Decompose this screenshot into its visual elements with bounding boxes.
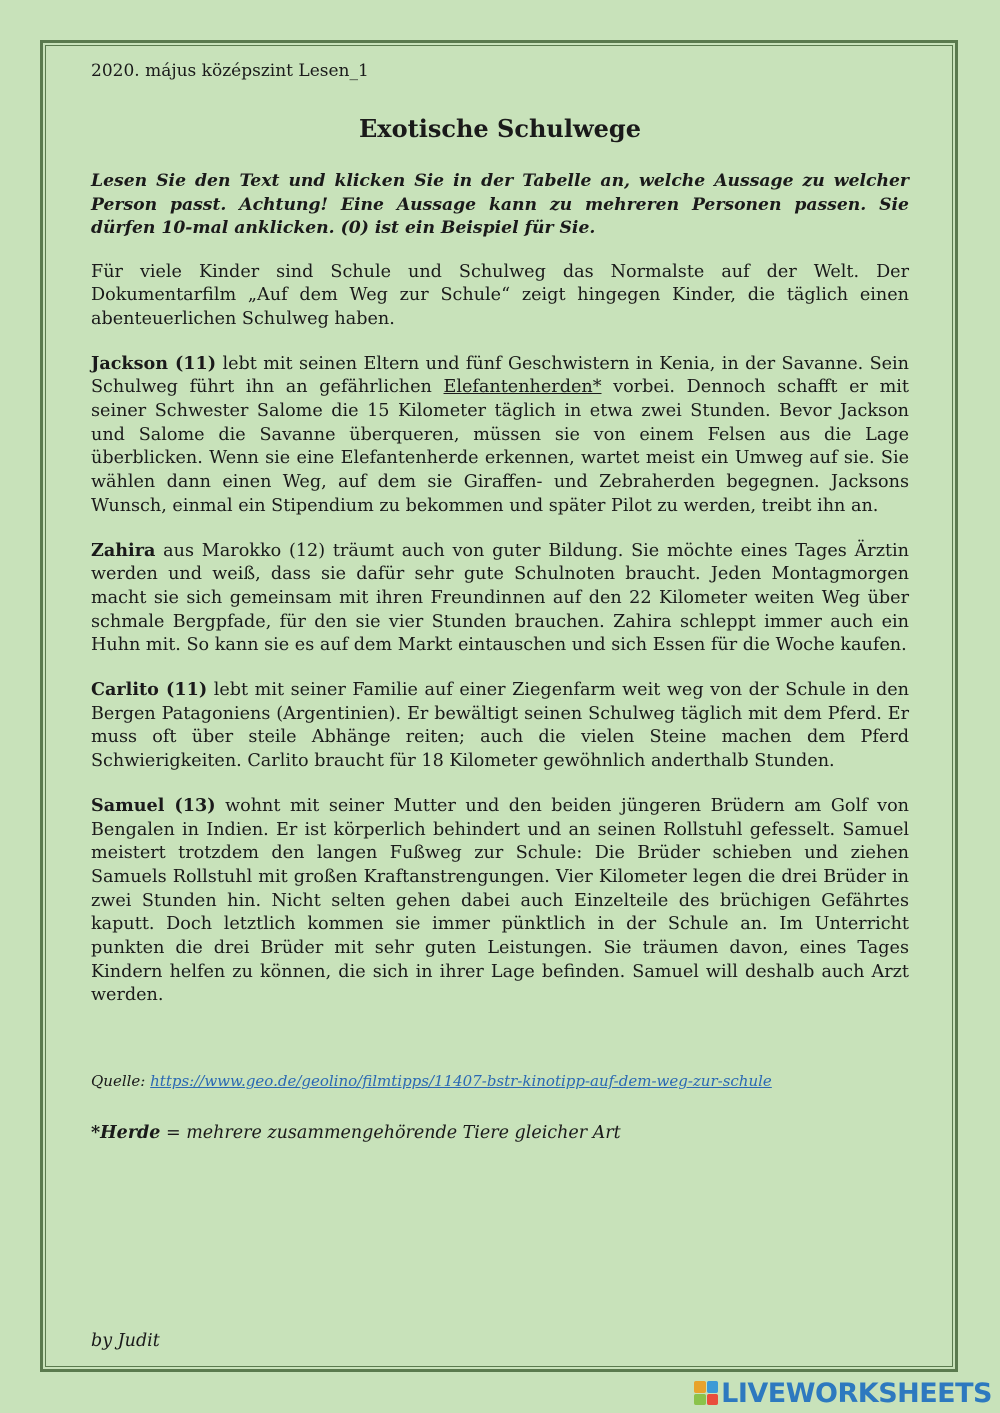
intro-paragraph: Für viele Kinder sind Schule und Schulweg das Normalste auf der Welt. Der Dokumentarfilm „Auf dem Weg zur Schule“ zeigt hingegen Kinder, die täglich einen abenteuerlichen Schulweg haben.	[91, 261, 909, 329]
jackson-text-a: lebt mit seinen Eltern und fünf Geschwistern in Kenia, in der Savanne. Sein Schulweg führt ihn an gefährlichen	[91, 353, 909, 398]
logo-square-1	[694, 1381, 706, 1393]
logo-square-4	[707, 1394, 719, 1406]
name-jackson: Jackson (11)	[91, 352, 217, 374]
task-instructions: Lesen Sie den Text und klicken Sie in der Tabelle an, welche Aussage zu welcher Person passt. Achtung! Eine Aussage kann zu mehreren Personen passen. Sie dürfen 10-mal anklicken. (0) ist ein Beispiel für Sie.	[91, 171, 909, 238]
paragraph-jackson	[91, 352, 909, 519]
paragraph-carlito	[91, 678, 909, 774]
logo-square-3	[694, 1394, 706, 1406]
footnote	[91, 1121, 909, 1145]
footnote-definition: = mehrere zusammengehörende Tiere gleicher Art	[160, 1123, 621, 1144]
paragraph-samuel	[91, 794, 909, 1008]
name-carlito: Carlito (11)	[91, 679, 208, 701]
liveworksheets-brand[interactable]	[694, 1377, 992, 1409]
paragraph-zahira	[91, 539, 909, 659]
exam-header: 2020. május középszint Lesen_1	[91, 61, 369, 81]
brand-name: LIVEWORKSHEETS	[721, 1377, 992, 1409]
carlito-text: lebt mit seiner Familie auf einer Ziegenfarm weit weg von der Schule in den Bergen Patagoniens (Argentinien). Er bewältigt seinen Schulweg täglich mit dem Pferd. Er muss oft über steile Abhänge reiten; auch die vielen Steine machen dem Pferd Schwierigkeiten. Carlito braucht für 18 Kilometer gewöhnlich anderthalb Stunden.	[91, 680, 909, 772]
name-samuel: Samuel (13)	[91, 794, 216, 816]
footnote-term: *Herde	[91, 1123, 161, 1144]
name-zahira: Zahira	[91, 539, 156, 561]
jackson-text-b: vorbei. Dennoch schafft er mit seiner Schwester Salome die 15 Kilometer täglich in etwa zwei Stunden. Bevor Jackson und Salome die Savanne überqueren, müssen sie von einem Felsen aus die Lage überblicken. Wenn sie eine Elefantenherde erkennen, wartet meist ein Umweg auf sie. Sie wählen dann einen Weg, auf dem sie Giraffen- und Zebraherden begegnen. Jacksons Wunsch, einmal ein Stipendium zu bekommen und später Pilot zu werden, treibt ihn an.	[91, 377, 909, 516]
zahira-text: aus Marokko (12) träumt auch von guter Bildung. Sie möchte eines Tages Ärztin werden und weiß, dass sie dafür sehr gute Schulnoten braucht. Jeden Montagmorgen macht sie sich gemeinsam mit ihren Freundinnen auf den 22 Kilometer weiten Weg über schmale Bergpfade, für den sie vier Stunden brauchen. Zahira schleppt immer auch ein Huhn mit. So kann sie es auf dem Markt eintauschen und sich Essen für die Woche kaufen.	[91, 540, 909, 656]
worksheet-content	[91, 58, 909, 1145]
logo-square-2	[707, 1381, 719, 1393]
source-line	[91, 1071, 909, 1091]
underlined-word: Elefantenherden*	[443, 377, 602, 398]
page-title: Exotische Schulwege	[359, 114, 641, 143]
liveworksheets-logo-icon	[694, 1381, 718, 1405]
source-label: Quelle:	[91, 1072, 151, 1091]
samuel-text: wohnt mit seiner Mutter und den beiden jüngeren Brüdern am Golf von Bengalen in Indien. Er ist körperlich behindert und an seinen Rollstuhl gefesselt. Samuel meistert trotzdem den langen Fußweg zur Schule: Die Brüder schieben und ziehen Samuels Rollstuhl mit großen Kraftanstrengungen. Vier Kilometer legen die drei Brüder in zwei Stunden hin. Nicht selten gehen dabei auch Einzelteile des brüchigen Gefährtes kaputt. Doch letztlich kommen sie immer pünktlich in der Schule an. Im Unterricht punkten die drei Brüder mit sehr guten Leistungen. Sie träumen davon, eines Tages Kindern helfen zu können, die sich in ihrer Lage befinden. Samuel will deshalb auch Arzt werden.	[91, 795, 909, 1006]
author-credit: by Judit	[91, 1331, 160, 1351]
source-link[interactable]: https://www.geo.de/geolino/filmtipps/11407-bstr-kinotipp-auf-dem-weg-zur-schule	[150, 1072, 772, 1091]
